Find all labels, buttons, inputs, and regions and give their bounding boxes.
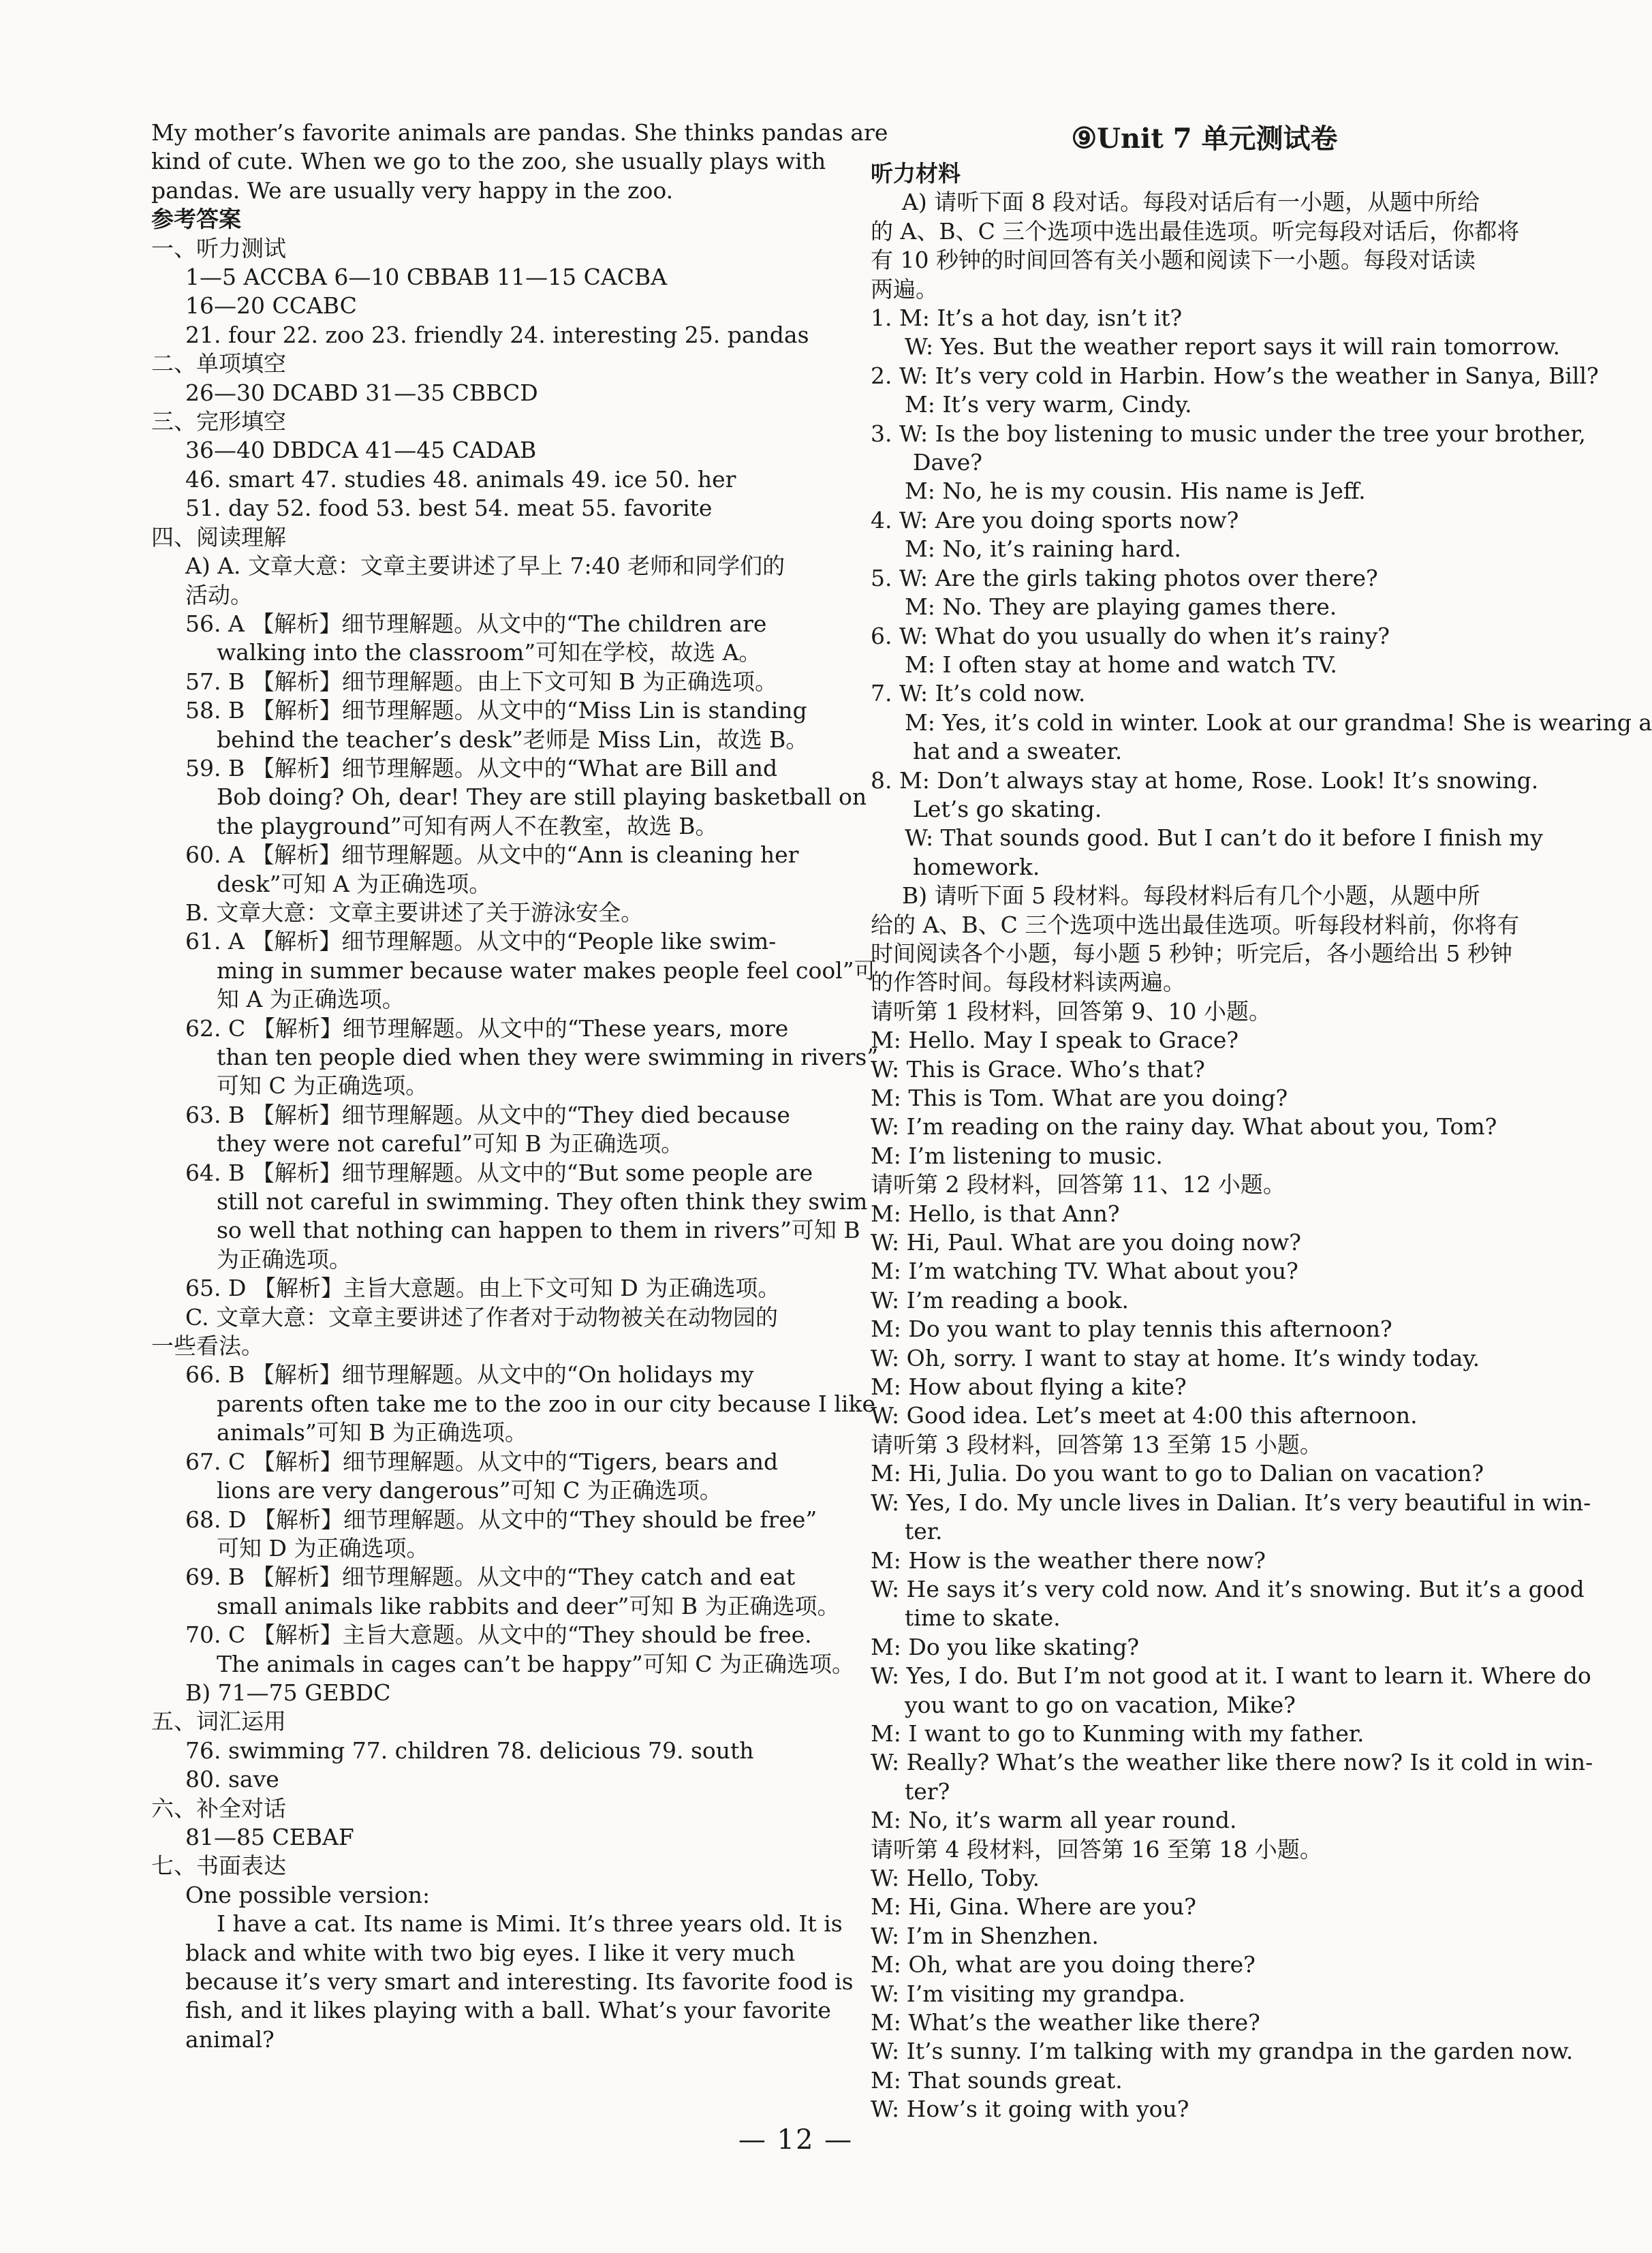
text-line: Let’s go skating. <box>913 795 1102 822</box>
text-line: black and white with two big eyes. I like it very much <box>185 1939 796 1966</box>
text-line: M: Hello. May I speak to Grace? <box>871 1027 1239 1054</box>
text-line: W: It’s sunny. I’m talking with my grandpa in the garden now. <box>871 2038 1574 2065</box>
text-line: B) 71—75 GEBDC <box>185 1679 391 1706</box>
unit-number: ⑨ <box>1071 121 1097 155</box>
text-line: 活动。 <box>185 581 253 608</box>
text-line: 61. A 【解析】细节理解题。从文中的“People like swim- <box>185 928 777 955</box>
text-line: 4. W: Are you doing sports now? <box>871 506 1239 533</box>
text-line: M: No, it’s raining hard. <box>905 535 1181 563</box>
text-line: 6. W: What do you usually do when it’s rainy? <box>871 622 1390 649</box>
text-line: small animals like rabbits and deer”可知 B 为正确选项。 <box>217 1592 840 1619</box>
text-line: 62. C 【解析】细节理解题。从文中的“These years, more <box>185 1014 789 1042</box>
text-line: still not careful in swimming. They often think they swim <box>217 1188 868 1215</box>
text-line: W: He says it’s very cold now. And it’s snowing. But it’s a good <box>871 1575 1585 1602</box>
text-line: 3. W: Is the boy listening to music under the tree your brother, <box>871 420 1586 447</box>
text-line: W: This is Grace. Who’s that? <box>871 1055 1205 1083</box>
text-line: 7. W: It’s cold now. <box>871 680 1086 707</box>
text-line: M: It’s very warm, Cindy. <box>905 391 1192 418</box>
text-line: 两遍。 <box>871 275 938 302</box>
text-line: Bob doing? Oh, dear! They are still playing basketball on <box>217 783 867 811</box>
text-line: B. 文章大意：文章主要讲述了关于游泳安全。 <box>185 899 644 926</box>
text-line: M: No. They are playing games there. <box>905 593 1337 621</box>
text-line: 1—5 ACCBA 6—10 CBBAB 11—15 CACBA <box>185 264 668 291</box>
text-line: desk”可知 A 为正确选项。 <box>217 870 492 897</box>
text-line: 六、补全对话 <box>151 1794 286 1822</box>
text-line: I have a cat. Its name is Mimi. It’s three years old. It is <box>217 1910 843 1938</box>
text-line: because it’s very smart and interesting. Its favorite food is <box>185 1968 854 1995</box>
text-line: than ten people died when they were swimming in rivers” <box>217 1044 879 1070</box>
text-line: the playground”可知有两人不在教室，故选 B。 <box>217 812 718 839</box>
text-line: 知 A 为正确选项。 <box>217 986 405 1013</box>
text-line: M: Do you like skating? <box>871 1633 1140 1660</box>
text-line: W: Yes. But the weather report says it will rain tomorrow. <box>905 333 1561 360</box>
text-line: animal? <box>185 2025 275 2053</box>
text-line: 57. B 【解析】细节理解题。由上下文可知 B 为正确选项。 <box>185 668 777 695</box>
text-line: 请听第 3 段材料，回答第 13 至第 15 小题。 <box>871 1431 1322 1458</box>
text-line: 请听第 4 段材料，回答第 16 至第 18 小题。 <box>871 1835 1322 1863</box>
text-line: M: Hello, is that Ann? <box>871 1200 1120 1227</box>
text-line: 三、完形填空 <box>151 408 286 435</box>
text-line: Dave? <box>913 449 982 476</box>
unit-title <box>871 119 1538 158</box>
text-line: parents often take me to the zoo in our city because I like <box>217 1390 875 1417</box>
text-line: 时间阅读各个小题，每小题 5 秒钟；听完后，各小题给出 5 秒钟 <box>871 939 1512 967</box>
text-line: 64. B 【解析】细节理解题。从文中的“But some people are <box>185 1159 813 1186</box>
text-line: 请听第 1 段材料，回答第 9、10 小题。 <box>871 997 1271 1025</box>
text-line: 59. B 【解析】细节理解题。从文中的“What are Bill and <box>185 754 778 781</box>
text-line: W: I’m visiting my grandpa. <box>871 1980 1185 2007</box>
text-line: M: No, it’s warm all year round. <box>871 1807 1237 1834</box>
text-line: 四、阅读理解 <box>151 523 286 550</box>
left-column <box>151 119 888 2054</box>
text-line: hat and a sweater. <box>913 738 1123 765</box>
text-line: M: Oh, what are you doing there? <box>871 1951 1256 1978</box>
page-number: — 12 — <box>738 2124 854 2156</box>
text-line: 一、听力测试 <box>151 234 286 262</box>
text-line: ter. <box>905 1518 943 1545</box>
text-line: 46. smart 47. studies 48. animals 49. ice 50. her <box>185 465 736 493</box>
text-line: 76. swimming 77. children 78. delicious 79. south <box>185 1737 754 1764</box>
text-line: 一些看法。 <box>151 1333 264 1360</box>
text-line: M: I often stay at home and watch TV. <box>905 651 1337 678</box>
text-line: M: How is the weather there now? <box>871 1547 1266 1574</box>
text-line: animals”可知 B 为正确选项。 <box>217 1419 528 1446</box>
text-line: time to skate. <box>905 1604 1061 1632</box>
text-line: 68. D 【解析】细节理解题。从文中的“They should be free” <box>185 1506 817 1533</box>
text-line: W: I’m reading a book. <box>871 1286 1129 1314</box>
text-line: 36—40 DBDCA 41—45 CADAB <box>185 437 537 464</box>
text-line: kind of cute. When we go to the zoo, she usually plays with <box>151 148 826 175</box>
text-line: ter? <box>905 1777 950 1805</box>
text-line: 5. W: Are the girls taking photos over there? <box>871 564 1378 591</box>
text-line: M: Do you want to play tennis this afternoon? <box>871 1316 1392 1343</box>
text-line: A) 请听下面 8 段对话。每段对话后有一小题，从题中所给 <box>902 189 1480 216</box>
text-line: M: I want to go to Kunming with my father. <box>871 1720 1365 1747</box>
text-line: 70. C 【解析】主旨大意题。从文中的“They should be free. <box>185 1621 812 1649</box>
text-line: so well that nothing can happen to them in rivers”可知 B <box>217 1217 860 1244</box>
text-line: W: I’m reading on the rainy day. What about you, Tom? <box>871 1113 1497 1140</box>
text-line: 二、单项填空 <box>151 350 286 377</box>
text-line: ming in summer because water makes people feel cool”可 <box>217 957 877 984</box>
text-line: homework. <box>913 853 1040 880</box>
text-line: 2. W: It’s very cold in Harbin. How’s the weather in Sanya, Bill? <box>871 362 1599 389</box>
text-line: 七、书面表达 <box>151 1852 286 1880</box>
text-line: 65. D 【解析】主旨大意题。由上下文可知 D 为正确选项。 <box>185 1275 781 1302</box>
text-line: W: Yes, I do. My uncle lives in Dalian. It’s very beautiful in win- <box>871 1489 1591 1516</box>
text-line: 69. B 【解析】细节理解题。从文中的“They catch and eat <box>185 1564 796 1591</box>
text-line: 81—85 CEBAF <box>185 1823 354 1850</box>
text-line: 63. B 【解析】细节理解题。从文中的“They died because <box>185 1101 790 1128</box>
unit-title-text: Unit 7 单元测试卷 <box>1097 123 1338 155</box>
text-line: behind the teacher’s desk”老师是 Miss Lin，故选 B。 <box>217 726 809 753</box>
text-line: 56. A 【解析】细节理解题。从文中的“The children are <box>185 610 767 637</box>
text-line: 可知 C 为正确选项。 <box>217 1072 428 1100</box>
text-line: 58. B 【解析】细节理解题。从文中的“Miss Lin is standing <box>185 697 807 724</box>
text-line: One possible version: <box>185 1881 431 1908</box>
text-line: W: Oh, sorry. I want to stay at home. It’s windy today. <box>871 1344 1480 1371</box>
text-line: walking into the classroom”可知在学校，故选 A。 <box>217 639 762 666</box>
text-line: 21. four 22. zoo 23. friendly 24. interesting 25. pandas <box>185 321 809 348</box>
text-line: W: Really? What’s the weather like there now? Is it cold in win- <box>871 1749 1593 1776</box>
text-line: 五、词汇运用 <box>151 1708 286 1735</box>
text-line: 80. save <box>185 1766 279 1793</box>
text-line: W: I’m in Shenzhen. <box>871 1922 1099 1949</box>
text-line: My mother’s favorite animals are pandas. She thinks pandas are <box>151 119 888 146</box>
text-line: 给的 A、B、C 三个选项中选出最佳选项。听每段材料前，你将有 <box>871 911 1520 938</box>
text-line: M: Yes, it’s cold in winter. Look at our grandma! She is wearing a <box>905 709 1652 736</box>
text-line: 为正确选项。 <box>217 1245 352 1273</box>
text-line: 请听第 2 段材料，回答第 11、12 小题。 <box>871 1171 1285 1198</box>
text-line: fish, and it likes playing with a ball. What’s your favorite <box>185 1997 831 2024</box>
text-line: W: How’s it going with you? <box>871 2096 1189 2123</box>
text-line: M: This is Tom. What are you doing? <box>871 1085 1288 1111</box>
text-line: 参考答案 <box>151 206 241 233</box>
text-line: 的作答时间。每段材料读两遍。 <box>871 969 1185 996</box>
text-line: M: I’m watching TV. What about you? <box>871 1258 1298 1285</box>
text-line: M: Hi, Julia. Do you want to go to Dalian on vacation? <box>871 1460 1484 1487</box>
text-line: W: That sounds good. But I can’t do it before I finish my <box>905 824 1543 852</box>
text-line: M: That sounds great. <box>871 2066 1123 2094</box>
text-line: M: Hi, Gina. Where are you? <box>871 1893 1196 1921</box>
right-column-body <box>871 159 1652 2124</box>
text-line: W: Hello, Toby. <box>871 1864 1040 1891</box>
text-line: 66. B 【解析】细节理解题。从文中的“On holidays my <box>185 1361 754 1388</box>
text-line: M: How about flying a kite? <box>871 1373 1187 1401</box>
text-line: C. 文章大意：文章主要讲述了作者对于动物被关在动物园的 <box>185 1303 779 1331</box>
text-line: pandas. We are usually very happy in the zoo. <box>151 176 674 204</box>
text-line: M: No, he is my cousin. His name is Jeff. <box>905 478 1366 505</box>
text-line: you want to go on vacation, Mike? <box>905 1691 1296 1718</box>
text-line: 8. M: Don’t always stay at home, Rose. Look! It’s snowing. <box>871 766 1539 794</box>
text-line: 的 A、B、C 三个选项中选出最佳选项。听完每段对话后，你都将 <box>871 217 1520 245</box>
text-line: A) A. 文章大意：文章主要讲述了早上 7:40 老师和同学们的 <box>185 553 785 580</box>
text-line: M: I’m listening to music. <box>871 1142 1163 1169</box>
text-line: The animals in cages can’t be happy”可知 C 为正确选项。 <box>217 1650 854 1677</box>
text-line: 60. A 【解析】细节理解题。从文中的“Ann is cleaning her <box>185 841 799 869</box>
text-line: 1. M: It’s a hot day, isn’t it? <box>871 305 1183 332</box>
text-line: 67. C 【解析】细节理解题。从文中的“Tigers, bears and <box>185 1448 779 1475</box>
text-line: 51. day 52. food 53. best 54. meat 55. favorite <box>185 495 713 522</box>
text-line: 听力材料 <box>871 160 961 187</box>
text-line: W: Yes, I do. But I’m not good at it. I want to learn it. Where do <box>871 1662 1591 1690</box>
text-line: M: What’s the weather like there? <box>871 2009 1260 2036</box>
right-column <box>871 119 1652 2124</box>
text-line: 可知 D 为正确选项。 <box>217 1534 429 1561</box>
text-line: they were not careful”可知 B 为正确选项。 <box>217 1130 684 1157</box>
text-line: W: Hi, Paul. What are you doing now? <box>871 1229 1301 1256</box>
text-line: 有 10 秒钟的时间回答有关小题和阅读下一小题。每段对话读 <box>871 247 1476 274</box>
text-line: B) 请听下面 5 段材料。每段材料后有几个小题，从题中所 <box>902 882 1480 910</box>
text-line: lions are very dangerous”可知 C 为正确选项。 <box>217 1477 722 1504</box>
text-line: 26—30 DCABD 31—35 CBBCD <box>185 379 538 406</box>
text-line: W: Good idea. Let’s meet at 4:00 this afternoon. <box>871 1402 1418 1429</box>
text-line: 16—20 CCABC <box>185 292 357 320</box>
